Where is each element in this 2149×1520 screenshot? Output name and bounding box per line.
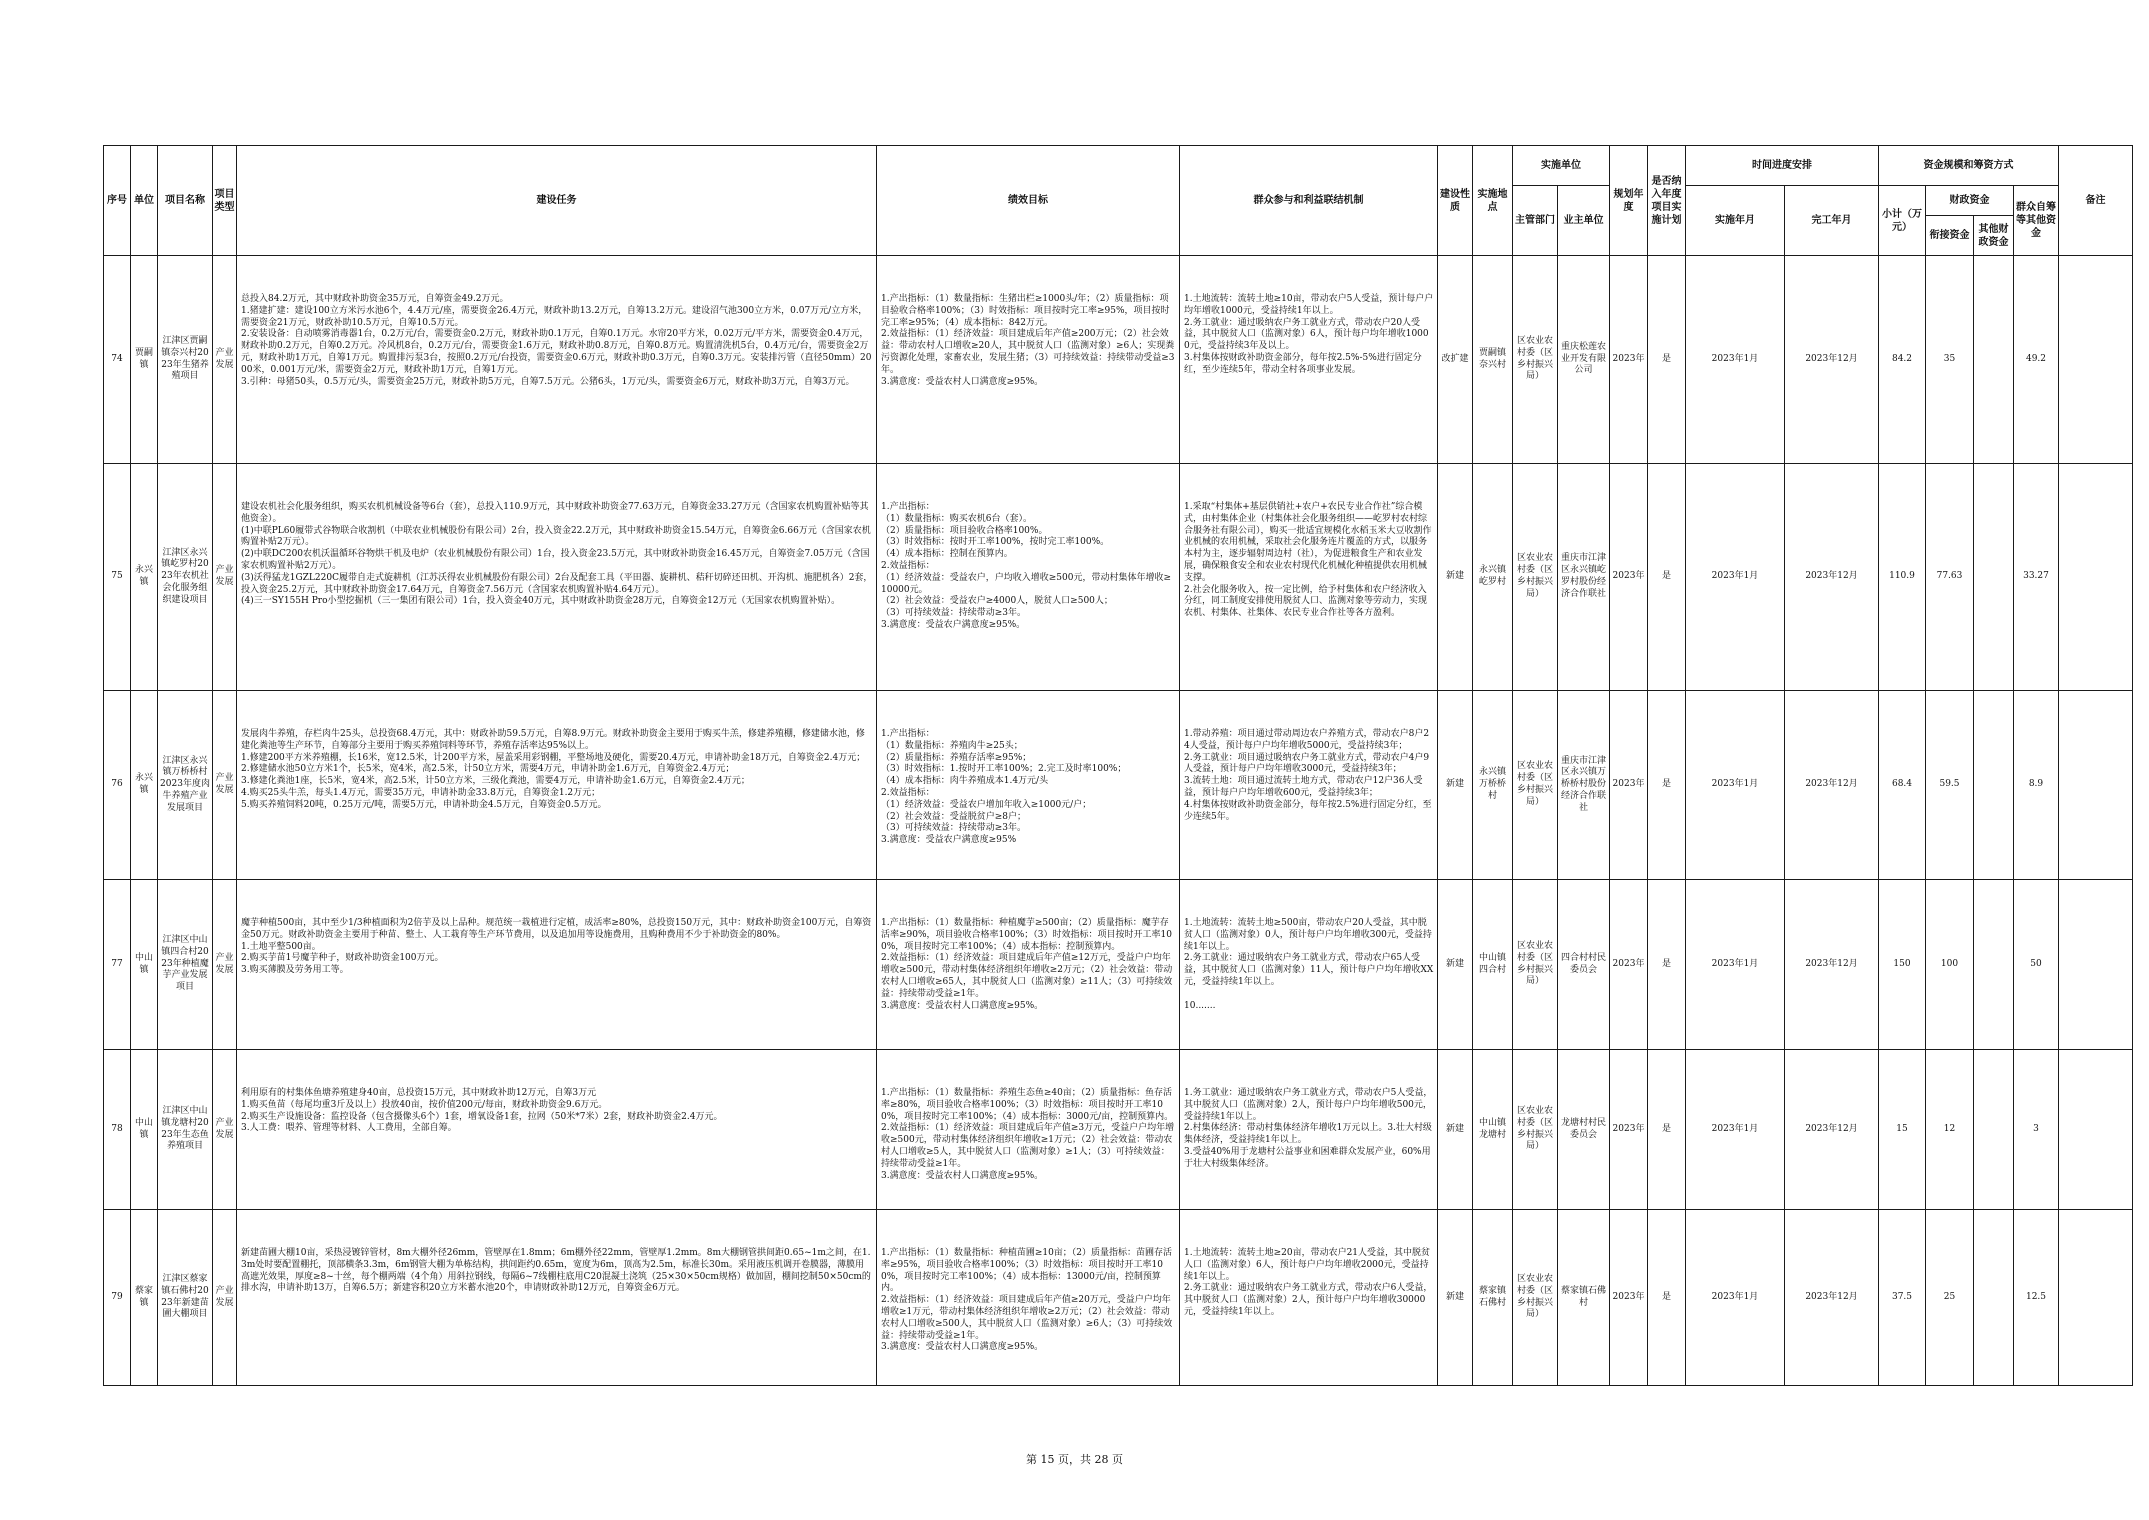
cell-unit: 蔡家镇 xyxy=(131,1210,158,1386)
table-row xyxy=(104,1210,2133,1386)
cell-linked-funds: 59.5 xyxy=(1926,691,1974,880)
table-row xyxy=(104,691,2133,880)
cell-remarks xyxy=(2059,691,2133,880)
cell-completion-month: 2023年12月 xyxy=(1785,464,1879,691)
cell-owner-unit: 重庆松莲农业开发有限公司 xyxy=(1558,256,1610,464)
cell-construction-nature: 新建 xyxy=(1438,1050,1473,1210)
cell-included-plan: 是 xyxy=(1648,1050,1686,1210)
cell-linked-funds: 25 xyxy=(1926,1210,1974,1386)
cell-competent-dept: 区农业农村委（区乡村振兴局） xyxy=(1513,1050,1558,1210)
cell-owner-unit: 重庆市江津区永兴镇万桥桥村股份经济合作联社 xyxy=(1558,691,1610,880)
cell-project-name: 江津区中山镇龙塘村2023年生态鱼养殖项目 xyxy=(158,1050,213,1210)
cell-mechanism: 1.土地流转：流转土地≥500亩，带动农户20人受益，其中脱贫人口（监测对象）0人，预计每户户均年增收300元，受益持续1年以上。 2.务工就业：通过吸纳农户务工就业方式，带动农户65人受益，其中脱贫人口（监测对象）11人，预计每户户均年增收XX元，受益持续1年以上。 10....... xyxy=(1180,880,1438,1050)
header-mechanism: 群众参与和利益联结机制 xyxy=(1180,146,1438,256)
header-included-plan: 是否纳入年度项目实施计划 xyxy=(1648,146,1686,256)
cell-project-name: 江津区蔡家镇石佛村2023年新建苗圃大棚项目 xyxy=(158,1210,213,1386)
cell-competent-dept: 区农业农村委（区乡村振兴局） xyxy=(1513,880,1558,1050)
cell-self-raised: 12.5 xyxy=(2014,1210,2059,1386)
cell-plan-year: 2023年 xyxy=(1610,1210,1648,1386)
cell-linked-funds: 35 xyxy=(1926,256,1974,464)
header-impl-unit: 实施单位 xyxy=(1513,146,1610,186)
cell-project-type: 产业发展 xyxy=(213,1050,237,1210)
cell-project-type: 产业发展 xyxy=(213,880,237,1050)
cell-plan-year: 2023年 xyxy=(1610,464,1648,691)
cell-owner-unit: 重庆市江津区永兴镇屹罗村股份经济合作联社 xyxy=(1558,464,1610,691)
cell-construction-task: 利用原有的村集体鱼塘养殖建身40亩，总投资15万元，其中财政补助12万元，自筹3万元 1.购买鱼苗（每尾均重3斤及以上）投放40亩，按价值200元/每亩，财政补助资金9.6万元。 2.购买生产设施设备：监控设备（包含摄像头6个）1套，增氧设备1套，拉网（50米*7米）2套，财政补助资金2.4万元。 3.人工费：喂养、管理等材料、人工费用，全部自筹。 xyxy=(237,1050,877,1210)
cell-competent-dept: 区农业农村委（区乡村振兴局） xyxy=(1513,256,1558,464)
cell-location: 贾嗣镇奈兴村 xyxy=(1473,256,1513,464)
cell-other-fiscal xyxy=(1974,880,2014,1050)
cell-construction-nature: 新建 xyxy=(1438,1210,1473,1386)
cell-construction-task: 新建苗圃大棚10亩，采热浸镀锌管材，8m大棚外径26mm，管壁厚在1.8mm；6m棚外径22mm，管壁厚1.2mm。8m大棚钢管拱间距0.65~1m之间，在1.3m处时要配置棚托，顶部横条3.3m，6m钢管大棚为单栋结构，拱间距约0.65m，宽度为6m，顶高为2.5m，标准长30m。采用液压机调开卷膜器，薄膜用高遮光效果，厚度≥8~十丝，每个棚两端（4个角）用斜拉钢线，每隔6~7线棚柱底用C20混凝土浇筑（25×30×50cm规格）做加固，棚间挖制50×50cm的排水沟，申请补助13万，自筹6.5万；新建容积20立方米蓄水池20个，申请财政补助12万元，自筹资金6万元。 xyxy=(237,1210,877,1386)
cell-subtotal: 150 xyxy=(1879,880,1926,1050)
cell-project-name: 江津区永兴镇万桥桥村2023年度肉牛养殖产业发展项目 xyxy=(158,691,213,880)
cell-included-plan: 是 xyxy=(1648,256,1686,464)
cell-seq: 74 xyxy=(104,256,131,464)
cell-self-raised: 49.2 xyxy=(2014,256,2059,464)
cell-seq: 75 xyxy=(104,464,131,691)
cell-completion-month: 2023年12月 xyxy=(1785,1210,1879,1386)
header-plan-year: 规划年度 xyxy=(1610,146,1648,256)
cell-performance-target: 1.产出指标：（1）数量指标：养殖生态鱼≥40亩；（2）质量指标：鱼存活率≥80%，项目验收合格率100%；（3）时效指标：项目按时开工率100%，项目按时完工率100%；（4）成本指标：3000元/亩，控制预算内。 2.效益指标：（1）经济效益：项目建成后年产值≥3万元，受益户户均年增收≥500元，带动村集体经济组织年增收≥1万元；（2）社会效益：带动农村人口增收≥5人，其中脱贫人口（监测对象）≥1人；（3）可持续效益：持续带动受益≥1年。 3.满意度：受益农村人口满意度≥95%。 xyxy=(877,1050,1180,1210)
cell-included-plan: 是 xyxy=(1648,691,1686,880)
cell-project-name: 江津区永兴镇屹罗村2023年农机社会化服务组织建设项目 xyxy=(158,464,213,691)
project-table xyxy=(103,145,2133,1386)
header-construction-task: 建设任务 xyxy=(237,146,877,256)
cell-construction-task: 总投入84.2万元，其中财政补助资金35万元，自筹资金49.2万元。 1.猪建扩建：建设100立方米污水池6个，4.4万元/座，需要资金26.4万元，财政补助13.2万元，自筹13.2万元。建设沼气池300立方米，0.07万元/立方米，需要资金21万元，财政补助10.5万元，自筹10.5万元。 2.安装设备：自动喷雾消毒器1台，0.2万元/台，需要资金0.2万元，财政补助0.1万元，自筹0.1万元。水帘20平方米，0.02万元/平方米，需要资金0.4万元，财政补助0.2万元，自筹0.2万元。冷风机8台，0.2万元/台，需要资金1.6万元，财政补助0.8万元，自筹0.8万元。购置清洗机5台，0.4万元/台，需要资金2万元，财政补助1万元，自筹1万元。购置排污泵3台，按照0.2万元/台投资，需要资金0.6万元，财政补助0.3万元，自筹0.3万元。安装排污管（直径50mm）2000米，0.001万元/米，需要资金2万元，财政补助1万元，自筹1万元。 3.引种：母猪50头，0.5万元/头，需要资金25万元，财政补助5万元，自筹7.5万元。公猪6头，1万元/头，需要资金6万元，财政补助3万元，自筹3万元。 xyxy=(237,256,877,464)
header-completion-month: 完工年月 xyxy=(1785,186,1879,256)
cell-seq: 77 xyxy=(104,880,131,1050)
header-other-fiscal: 其他财政资金 xyxy=(1974,216,2014,256)
cell-remarks xyxy=(2059,464,2133,691)
cell-linked-funds: 100 xyxy=(1926,880,1974,1050)
header-project-name: 项目名称 xyxy=(158,146,213,256)
table-row xyxy=(104,464,2133,691)
cell-owner-unit: 四合村村民委员会 xyxy=(1558,880,1610,1050)
cell-subtotal: 68.4 xyxy=(1879,691,1926,880)
cell-project-name: 江津区贾嗣镇奈兴村2023年生猪养殖项目 xyxy=(158,256,213,464)
cell-location: 中山镇龙塘村 xyxy=(1473,1050,1513,1210)
header-funding: 资金规模和筹资方式 xyxy=(1879,146,2059,186)
cell-mechanism: 1.带动养殖：项目通过带动周边农户养殖方式，带动农户8户24人受益，预计每户户均年增收5000元，受益持续3年； 2.务工就业：项目通过吸纳农户务工就业方式，带动农户4户9人受益，预计每户户均年增收3000元，受益持续3年； 3.流转土地：项目通过流转土地方式，带动农户12户36人受益，预计每户户均年增收600元，受益持续3年； 4.村集体按财政补助资金部分，每年按2.5%进行固定分红，至少连续5年。 xyxy=(1180,691,1438,880)
table-body xyxy=(104,256,2133,1386)
header-owner-unit: 业主单位 xyxy=(1558,186,1610,256)
cell-construction-task: 建设农机社会化服务组织，购买农机机械设备等6台（套），总投入110.9万元，其中财政补助资金77.63万元，自筹资金33.27万元（含国家农机购置补贴等其他资金）。 (1)中联PL60履带式谷物联合收割机（中联农业机械股份有限公司）2台，投入资金22.2万元，其中财政补助资金15.54万元，自筹资金6.66万元（含国家农机购置补贴2万元）。 (2)中联DC200农机沃温循环谷物烘干机及电炉（农业机械股份有限公司）1台，投入资金23.5万元，其中财政补助资金16.45万元，自筹资金7.05万元（含国家农机购置补贴2万元）。 (3)沃得猛龙1GZL220C履带自走式旋耕机（江苏沃得农业机械股份有限公司）2台及配套工具（平田器、旋耕机、秸秆切碎还田机、开沟机、施肥机各）2套，投入资金25.2万元，其中财政补助资金17.64万元，自筹资金7.56万元（含国家农机购置补贴4.64万元）。 (4)三一SY155H Pro小型挖掘机（三一集团有限公司）1台，投入资金40万元，其中财政补助资金28万元，自筹资金12万元（无国家农机购置补贴）。 xyxy=(237,464,877,691)
cell-plan-year: 2023年 xyxy=(1610,1050,1648,1210)
cell-performance-target: 1.产出指标：（1）数量指标：种植魔芋≥500亩；（2）质量指标：魔芋存活率≥90%，项目验收合格率100%；（3）时效指标：项目按时开工率100%，项目按时完工率100%；（4）成本指标：控制预算内。 2.效益指标：（1）经济效益：项目建成后年产值≥12万元，受益户户均年增收≥500元，带动村集体经济组织年增收≥2万元；（2）社会效益：带动农村人口增收≥65人，其中脱贫人口（监测对象）≥11人；（3）可持续效益：持续带动受益≥1年。 3.满意度：受益农村人口满意度≥95%。 xyxy=(877,880,1180,1050)
cell-competent-dept: 区农业农村委（区乡村振兴局） xyxy=(1513,464,1558,691)
cell-mechanism: 1.务工就业：通过吸纳农户务工就业方式，带动农户5人受益，其中脱贫人口（监测对象）2人，预计每户户均年增收500元，受益持续1年以上。 2.村集体经济：带动村集体经济年增收1万元以上。3.壮大村级集体经济，受益持续1年以上。 3.受益40%用于龙塘村公益事业和困难群众发展产业，60%用于壮大村级集体经济。 xyxy=(1180,1050,1438,1210)
cell-mechanism: 1.土地流转：流转土地≥20亩，带动农户21人受益，其中脱贫人口（监测对象）6人，预计每户户均年增收2000元，受益持续1年以上。 2.务工就业：通过吸纳农户务工就业方式，带动农户6人受益，其中脱贫人口（监测对象）2人，预计每户户均年增收30000元，受益持续1年以上。 xyxy=(1180,1210,1438,1386)
cell-start-month: 2023年1月 xyxy=(1686,256,1785,464)
cell-completion-month: 2023年12月 xyxy=(1785,691,1879,880)
cell-unit: 中山镇 xyxy=(131,880,158,1050)
table-row xyxy=(104,1050,2133,1210)
header-remarks: 备注 xyxy=(2059,146,2133,256)
cell-self-raised: 33.27 xyxy=(2014,464,2059,691)
cell-location: 永兴镇屹罗村 xyxy=(1473,464,1513,691)
cell-subtotal: 84.2 xyxy=(1879,256,1926,464)
cell-location: 中山镇四合村 xyxy=(1473,880,1513,1050)
cell-competent-dept: 区农业农村委（区乡村振兴局） xyxy=(1513,1210,1558,1386)
cell-other-fiscal xyxy=(1974,691,2014,880)
cell-other-fiscal xyxy=(1974,1210,2014,1386)
header-linked-funds: 衔接资金 xyxy=(1926,216,1974,256)
cell-construction-nature: 新建 xyxy=(1438,691,1473,880)
header-subtotal: 小计（万元） xyxy=(1879,186,1926,256)
cell-construction-task: 魔芋种植500亩，其中至少1/3种植面积为2倍芋及以上品种。规范统一栽植进行定植，成活率≥80%，总投资150万元，其中：财政补助资金100万元，自筹资金50万元。财政补助资金主要用于种苗、整土、人工栽育等生产环节费用，以及追加用等设施费用，且购种费用不少于补助资金的80%。 1.土地平整500亩。 2.购买芋苗1号魔芋种子，财政补助资金100万元。 3.购买薄膜及劳务用工等。 xyxy=(237,880,877,1050)
cell-subtotal: 110.9 xyxy=(1879,464,1926,691)
cell-plan-year: 2023年 xyxy=(1610,880,1648,1050)
cell-unit: 贾嗣镇 xyxy=(131,256,158,464)
header-start-month: 实施年月 xyxy=(1686,186,1785,256)
cell-project-type: 产业发展 xyxy=(213,691,237,880)
cell-owner-unit: 蔡家镇石佛村 xyxy=(1558,1210,1610,1386)
cell-mechanism: 1.采取“村集体+基层供销社+农户+农民专业合作社”综合模式，由村集体企业（村集体社会化服务组织——屹罗村农村综合服务社有限公司），购买一批适宜规模化水稻玉米大豆收割作业机械的农用机械，采取社会化服务连片覆盖的方式，以服务本村为主，逐步辐射周边村（社），为促进粮食生产和农业发展，确保粮食安全和农业农村现代化机械化种植提供农用机械支撑。 2.社会化服务收入，按一定比例，给予村集体和农户经济收入分红，同工制度安排使用脱贫人口、监测对象等劳动力，实现农机、村集体、社集体、农民专业合作社等各方盈利。 xyxy=(1180,464,1438,691)
cell-project-type: 产业发展 xyxy=(213,1210,237,1386)
table-header xyxy=(104,146,2133,256)
cell-self-raised: 50 xyxy=(2014,880,2059,1050)
cell-construction-task: 发展肉牛养殖，存栏肉牛25头，总投资68.4万元，其中：财政补助59.5万元，自筹8.9万元。财政补助资金主要用于购买牛羔，修建养殖棚，修建储水池，修建化粪池等生产环节，自筹部分主要用于购买养殖饲料等环节，养殖存活率达95%以上。 1.修建200平方米养殖棚，长16米，宽12.5米，计200平方米，屋盖采用彩钢棚，平整场地及硬化，需要20.4万元，申请补助金18万元，自筹资金2.4万元； 2.修建储水池50立方米1个，长5米，宽4米，高2.5米，计50立方米，需要4万元，申请补助金1.6万元，自筹资金2.4万元； 3.修建化粪池1座，长5米，宽4米，高2.5米，计50立方米，三级化粪池，需要4万元，申请补助金1.6万元，自筹资金2.4万元； 4.购买25头牛羔，每头1.4万元，需要35万元，申请补助金33.8万元，自筹资金1.2万元； 5.购买养殖饲料20吨，0.25万元/吨，需要5万元，申请补助金4.5万元，自筹资金0.5万元。 xyxy=(237,691,877,880)
cell-unit: 中山镇 xyxy=(131,1050,158,1210)
cell-included-plan: 是 xyxy=(1648,1210,1686,1386)
cell-owner-unit: 龙塘村村民委员会 xyxy=(1558,1050,1610,1210)
header-schedule: 时间进度安排 xyxy=(1686,146,1879,186)
header-performance-target: 绩效目标 xyxy=(877,146,1180,256)
cell-start-month: 2023年1月 xyxy=(1686,880,1785,1050)
page-footer: 第 15 页，共 28 页 xyxy=(1026,1453,1123,1466)
table-row xyxy=(104,256,2133,464)
header-project-type: 项目类型 xyxy=(213,146,237,256)
cell-unit: 永兴镇 xyxy=(131,691,158,880)
header-fiscal-funds: 财政资金 xyxy=(1926,186,2014,216)
cell-remarks xyxy=(2059,1210,2133,1386)
header-unit: 单位 xyxy=(131,146,158,256)
table-row xyxy=(104,880,2133,1050)
cell-seq: 79 xyxy=(104,1210,131,1386)
cell-plan-year: 2023年 xyxy=(1610,256,1648,464)
cell-unit: 永兴镇 xyxy=(131,464,158,691)
cell-seq: 78 xyxy=(104,1050,131,1210)
cell-self-raised: 3 xyxy=(2014,1050,2059,1210)
cell-remarks xyxy=(2059,880,2133,1050)
cell-project-name: 江津区中山镇四合村2023年种植魔芋产业发展项目 xyxy=(158,880,213,1050)
header-self-raised: 群众自筹等其他资金 xyxy=(2014,186,2059,256)
cell-linked-funds: 77.63 xyxy=(1926,464,1974,691)
cell-location: 永兴镇万桥桥村 xyxy=(1473,691,1513,880)
cell-construction-nature: 新建 xyxy=(1438,464,1473,691)
header-competent-dept: 主管部门 xyxy=(1513,186,1558,256)
cell-linked-funds: 12 xyxy=(1926,1050,1974,1210)
cell-performance-target: 1.产出指标： （1）数量指标：养殖肉牛≥25头； （2）质量指标：养殖存活率≥95%； （3）时效指标：1.按时开工率100%；2.完工及时率100%； （4）成本指标：肉牛养殖成本1.4万元/头 2.效益指标： （1）经济效益：受益农户增加年收入≥1000元/户； （2）社会效益：受益脱贫户≥8户； （3）可持续效益：持续带动≥3年。 3.满意度：受益农户满意度≥95% xyxy=(877,691,1180,880)
cell-plan-year: 2023年 xyxy=(1610,691,1648,880)
cell-self-raised: 8.9 xyxy=(2014,691,2059,880)
cell-construction-nature: 改扩建 xyxy=(1438,256,1473,464)
cell-other-fiscal xyxy=(1974,256,2014,464)
cell-subtotal: 37.5 xyxy=(1879,1210,1926,1386)
cell-construction-nature: 新建 xyxy=(1438,880,1473,1050)
cell-remarks xyxy=(2059,1050,2133,1210)
cell-start-month: 2023年1月 xyxy=(1686,691,1785,880)
cell-start-month: 2023年1月 xyxy=(1686,1210,1785,1386)
cell-other-fiscal xyxy=(1974,1050,2014,1210)
cell-seq: 76 xyxy=(104,691,131,880)
header-seq: 序号 xyxy=(104,146,131,256)
cell-included-plan: 是 xyxy=(1648,464,1686,691)
cell-performance-target: 1.产出指标： （1）数量指标：购买农机6台（套）。 （2）质量指标：项目验收合格率100%。 （3）时效指标：按时开工率100%，按时完工率100%。 （4）成本指标：控制在预算内。 2.效益指标： （1）经济效益：受益农户，户均收入增收≥500元，带动村集体年增收≥10000元。 （2）社会效益：受益农户≥4000人，脱贫人口≥500人； （3）可持续效益：持续带动≥3年。 3.满意度：受益农户满意度≥95%。 xyxy=(877,464,1180,691)
cell-competent-dept: 区农业农村委（区乡村振兴局） xyxy=(1513,691,1558,880)
cell-start-month: 2023年1月 xyxy=(1686,464,1785,691)
cell-start-month: 2023年1月 xyxy=(1686,1050,1785,1210)
cell-performance-target: 1.产出指标：（1）数量指标：生猪出栏≥1000头/年；（2）质量指标：项目验收合格率100%；（3）时效指标：项目按时完工率≥95%，项目按时完工率≥95%；（4）成本指标：842万元。 2.效益指标：（1）经济效益：项目建成后年产值≥200万元；（2）社会效益：带动农村人口增收≥20人，其中脱贫人口（监测对象）≥6人；实现粪污资源化处理，家畜农业，发展生猪；（3）可持续效益：持续带动受益≥3年。 3.满意度：受益农村人口满意度≥95%。 xyxy=(877,256,1180,464)
header-construction-nature: 建设性质 xyxy=(1438,146,1473,256)
cell-project-type: 产业发展 xyxy=(213,464,237,691)
header-location: 实施地点 xyxy=(1473,146,1513,256)
cell-completion-month: 2023年12月 xyxy=(1785,256,1879,464)
cell-mechanism: 1.土地流转：流转土地≥10亩，带动农户5人受益，预计每户户均年增收1000元，受益持续1年以上。 2.务工就业：通过吸纳农户务工就业方式，带动农户20人受益，其中脱贫人口（监测对象）6人，预计每户均年增收10000元，受益持续3年及以上。 3.村集体按财政补助资金部分，每年按2.5%-5%进行固定分红，至少连续5年，带动全村各项事业发展。 xyxy=(1180,256,1438,464)
cell-included-plan: 是 xyxy=(1648,880,1686,1050)
cell-location: 蔡家镇石佛村 xyxy=(1473,1210,1513,1386)
cell-performance-target: 1.产出指标：（1）数量指标：种植苗圃≥10亩；（2）质量指标：苗圃存活率≥95%，项目验收合格率100%；（3）时效指标：项目按时开工率100%，项目按时完工率100%；（4）成本指标：13000元/亩，控制预算内。 2.效益指标：（1）经济效益：项目建成后年产值≥20万元，受益户户均年增收≥1万元，带动村集体经济组织年增收≥2万元；（2）社会效益：带动农村人口增收≥500人，其中脱贫人口（监测对象）≥6人；（3）可持续效益：持续带动受益≥1年。 3.满意度：受益农村人口满意度≥95%。 xyxy=(877,1210,1180,1386)
cell-other-fiscal xyxy=(1974,464,2014,691)
cell-completion-month: 2023年12月 xyxy=(1785,880,1879,1050)
cell-completion-month: 2023年12月 xyxy=(1785,1050,1879,1210)
cell-project-type: 产业发展 xyxy=(213,256,237,464)
cell-subtotal: 15 xyxy=(1879,1050,1926,1210)
cell-remarks xyxy=(2059,256,2133,464)
